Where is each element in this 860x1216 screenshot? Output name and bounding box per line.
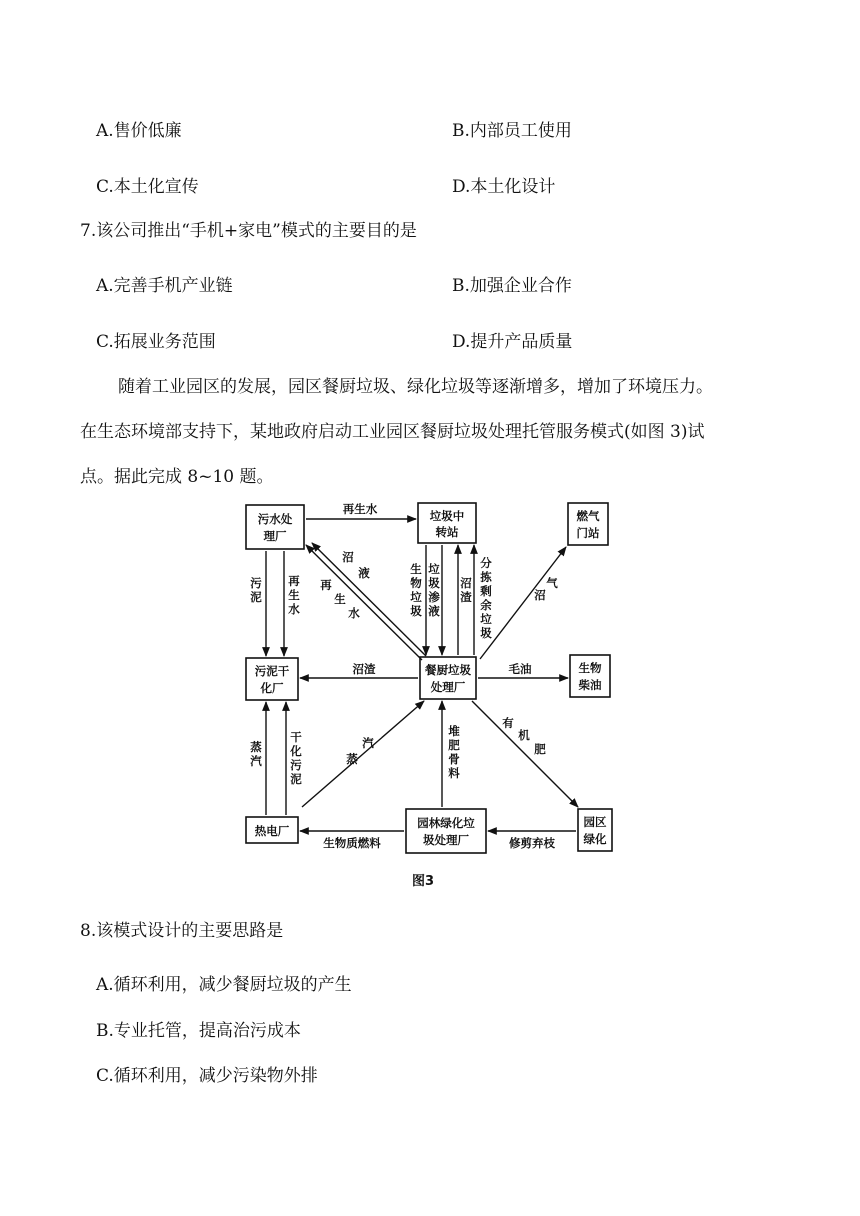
svg-text:干: 干 <box>290 730 302 744</box>
q6-option-b: B.内部员工使用 <box>452 121 572 141</box>
label-prunings: 修剪弃枝 <box>509 836 555 850</box>
label-biogas-residue-left: 沼渣 <box>352 662 376 676</box>
svg-text:气: 气 <box>546 576 558 590</box>
q6-option-a: A.售价低廉 <box>96 121 182 141</box>
svg-text:燃气: 燃气 <box>576 509 600 523</box>
q6-option-c: C.本土化宣传 <box>96 177 199 197</box>
node-power-plant <box>246 817 298 843</box>
svg-text:汽: 汽 <box>250 754 262 768</box>
svg-text:垃: 垃 <box>480 612 492 626</box>
svg-text:垃: 垃 <box>428 562 440 576</box>
svg-text:有: 有 <box>502 716 514 730</box>
svg-text:污泥干: 污泥干 <box>254 664 290 678</box>
arrow-biogas-liquid <box>306 545 422 660</box>
label-steam-left <box>249 740 262 768</box>
q6-option-d: D.本土化设计 <box>452 177 556 197</box>
svg-text:拣: 拣 <box>480 570 492 584</box>
label-biogas <box>534 576 558 602</box>
node-green-waste-plant <box>406 809 486 853</box>
label-biogas-residue-up <box>460 576 472 604</box>
svg-text:余: 余 <box>480 598 492 612</box>
node-park-greening <box>578 809 612 851</box>
svg-text:门站: 门站 <box>576 526 600 540</box>
svg-text:垃: 垃 <box>410 590 422 604</box>
svg-text:柴油: 柴油 <box>578 678 602 692</box>
svg-text:垃圾中: 垃圾中 <box>429 509 465 523</box>
svg-text:肥: 肥 <box>534 742 546 756</box>
label-sorted-residual <box>480 556 492 640</box>
svg-text:理厂: 理厂 <box>263 529 287 543</box>
svg-text:绿化: 绿化 <box>583 832 607 846</box>
svg-text:热电厂: 热电厂 <box>254 824 290 838</box>
svg-text:处理厂: 处理厂 <box>430 680 466 694</box>
svg-text:机: 机 <box>518 728 530 742</box>
label-reclaimed-water-left <box>288 574 300 616</box>
arrow-biogas <box>480 547 566 659</box>
node-kitchen-plant <box>420 657 476 699</box>
svg-text:餐厨垃圾: 餐厨垃圾 <box>425 663 471 677</box>
passage-line-2: 在生态环境部支持下，某地政府启动工业园区餐厨垃圾处理托管服务模式(如图 3)试 <box>80 422 705 442</box>
label-dried-sludge <box>289 730 302 786</box>
q8-option-a: A.循环利用，减少餐厨垃圾的产生 <box>96 975 352 995</box>
svg-text:圾处理厂: 圾处理厂 <box>423 833 469 847</box>
node-sludge-plant <box>246 658 298 700</box>
q7-option-a: A.完善手机产业链 <box>96 276 233 296</box>
svg-text:圾: 圾 <box>410 604 422 618</box>
q8-option-b: B.专业托管，提高治污成本 <box>96 1021 301 1041</box>
label-bio-waste <box>410 562 422 618</box>
q7-option-c: C.拓展业务范围 <box>96 332 216 352</box>
svg-text:物: 物 <box>410 576 422 590</box>
svg-text:堆: 堆 <box>448 724 460 738</box>
svg-text:泥: 泥 <box>250 590 262 604</box>
flow-diagram <box>240 495 620 860</box>
q8-stem: 8.该模式设计的主要思路是 <box>80 921 284 941</box>
label-leachate <box>428 562 440 618</box>
label-steam-diag <box>346 736 374 766</box>
svg-text:沼: 沼 <box>460 576 472 590</box>
node-biodiesel <box>570 655 610 697</box>
svg-text:水: 水 <box>288 602 300 616</box>
passage-line-3: 点。据此完成 8~10 题。 <box>80 467 274 487</box>
label-compost-aggregate <box>448 724 460 780</box>
svg-text:液: 液 <box>428 604 440 618</box>
label-sludge <box>250 576 262 604</box>
label-biomass-fuel: 生物质燃料 <box>323 836 381 850</box>
arrow-reclaimed-water-diag <box>312 543 426 656</box>
svg-text:沼: 沼 <box>534 588 546 602</box>
svg-text:再: 再 <box>320 578 332 592</box>
svg-text:料: 料 <box>448 766 460 780</box>
svg-text:圾: 圾 <box>480 626 492 640</box>
svg-text:转站: 转站 <box>435 525 459 539</box>
node-gas-station <box>568 503 608 545</box>
label-crude-oil: 毛油 <box>508 662 532 676</box>
svg-text:肥: 肥 <box>448 738 460 752</box>
svg-text:渣: 渣 <box>460 590 472 604</box>
arrow-steam-diag <box>302 701 424 807</box>
svg-text:泥: 泥 <box>290 772 302 786</box>
svg-text:生: 生 <box>288 588 300 602</box>
svg-text:化厂: 化厂 <box>260 681 284 695</box>
q7-stem: 7.该公司推出“手机+家电”模式的主要目的是 <box>80 221 417 241</box>
label-biogas-liquid <box>342 550 370 580</box>
node-transfer-station <box>418 503 476 543</box>
svg-text:剩: 剩 <box>480 584 492 598</box>
svg-text:园区: 园区 <box>583 815 607 829</box>
passage-line-1: 随着工业园区的发展，园区餐厨垃圾、绿化垃圾等逐渐增多，增加了环境压力。 <box>118 377 713 397</box>
svg-text:沼: 沼 <box>342 550 354 564</box>
svg-text:污: 污 <box>290 758 302 772</box>
svg-text:汽: 汽 <box>362 736 374 750</box>
svg-text:生物: 生物 <box>578 661 602 675</box>
figure-caption: 图3 <box>412 874 435 889</box>
node-sewage-plant <box>246 505 304 549</box>
svg-text:水: 水 <box>348 606 360 620</box>
svg-text:生: 生 <box>334 592 346 606</box>
label-reclaimed-water-top: 再生水 <box>342 502 378 516</box>
svg-text:生: 生 <box>410 562 422 576</box>
svg-text:蒸: 蒸 <box>346 752 358 766</box>
svg-text:再: 再 <box>288 574 300 588</box>
q7-option-b: B.加强企业合作 <box>452 276 572 296</box>
q7-option-d: D.提升产品质量 <box>452 332 573 352</box>
label-organic-fertilizer <box>502 716 546 756</box>
svg-text:污水处: 污水处 <box>257 512 293 526</box>
q8-option-c: C.循环利用，减少污染物外排 <box>96 1066 318 1086</box>
arrow-organic-fertilizer <box>472 701 578 807</box>
svg-text:污: 污 <box>250 576 262 590</box>
svg-text:分: 分 <box>480 556 492 570</box>
svg-text:骨: 骨 <box>448 752 460 766</box>
svg-text:渗: 渗 <box>428 590 440 604</box>
svg-text:化: 化 <box>290 744 302 758</box>
svg-text:蒸: 蒸 <box>250 740 262 754</box>
svg-text:液: 液 <box>358 566 370 580</box>
svg-text:圾: 圾 <box>428 576 440 590</box>
svg-text:园林绿化垃: 园林绿化垃 <box>417 816 475 830</box>
